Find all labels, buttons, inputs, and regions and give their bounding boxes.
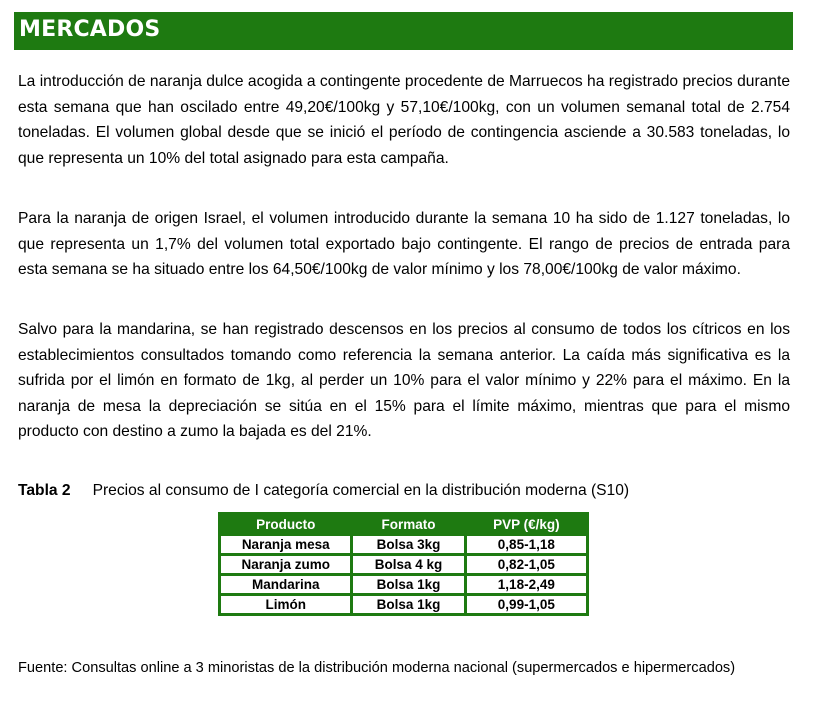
- cell-formato: Bolsa 1kg: [353, 576, 463, 593]
- table-row: [221, 556, 586, 573]
- cell-producto: Mandarina: [221, 576, 350, 593]
- header-formato: Formato: [353, 515, 463, 533]
- table-caption: [18, 481, 629, 501]
- cell-formato: Bolsa 1kg: [353, 596, 463, 613]
- cell-pvp: 0,85-1,18: [467, 536, 586, 553]
- cell-pvp: 1,18-2,49: [467, 576, 586, 593]
- table-row: [221, 596, 586, 613]
- price-table: [218, 512, 589, 616]
- cell-pvp: 0,99-1,05: [467, 596, 586, 613]
- cell-pvp: 0,82-1,05: [467, 556, 586, 573]
- paragraph-marruecos: La introducción de naranja dulce acogida a contingente procedente de Marruecos ha registrado precios durante esta semana que han oscilado entre 49,20€/100kg y 57,10€/100kg, con un volumen semanal total de 2.754 toneladas. El volumen global desde que se inició el período de contingencia asciende a 30.583 toneladas, lo que representa un 10% del total asignado para esta campaña.: [18, 73, 790, 167]
- table-caption-text: Precios al consumo de I categoría comercial en la distribución moderna (S10): [92, 482, 630, 499]
- source-note: Fuente: Consultas online a 3 minoristas de la distribución moderna nacional (supermercados e hipermercados): [18, 660, 736, 676]
- paragraph-israel: Para la naranja de origen Israel, el volumen introducido durante la semana 10 ha sido de 1.127 toneladas, lo que representa un 1,7% del volumen total exportado bajo contingente. El rango de precios de entrada para esta semana se ha situado entre los 64,50€/100kg de valor mínimo y los 78,00€/100kg de valor máximo.: [18, 210, 790, 278]
- cell-producto: Naranja mesa: [221, 536, 350, 553]
- header-pvp: PVP (€/kg): [467, 515, 586, 533]
- table-row: [221, 576, 586, 593]
- header-producto: Producto: [221, 515, 350, 533]
- table-row: [221, 536, 586, 553]
- section-title: MERCADOS: [19, 17, 161, 42]
- table-header-row: [221, 515, 586, 533]
- paragraph-precios-consumo: Salvo para la mandarina, se han registrado descensos en los precios al consumo de todos los cítricos en los establecimientos consultados tomando como referencia la semana anterior. La caída más significativa es la sufrida por el limón en formato de 1kg, al perder un 10% para el valor mínimo y 22% para el máximo. En la naranja de mesa la depreciación se sitúa en el 15% para el límite máximo, mientras que para el mismo producto con destino a zumo la bajada es del 21%.: [18, 321, 790, 440]
- cell-producto: Naranja zumo: [221, 556, 350, 573]
- section-header: [14, 12, 793, 50]
- table-number: Tabla 2: [18, 482, 71, 499]
- cell-formato: Bolsa 3kg: [353, 536, 463, 553]
- cell-producto: Limón: [221, 596, 350, 613]
- cell-formato: Bolsa 4 kg: [353, 556, 463, 573]
